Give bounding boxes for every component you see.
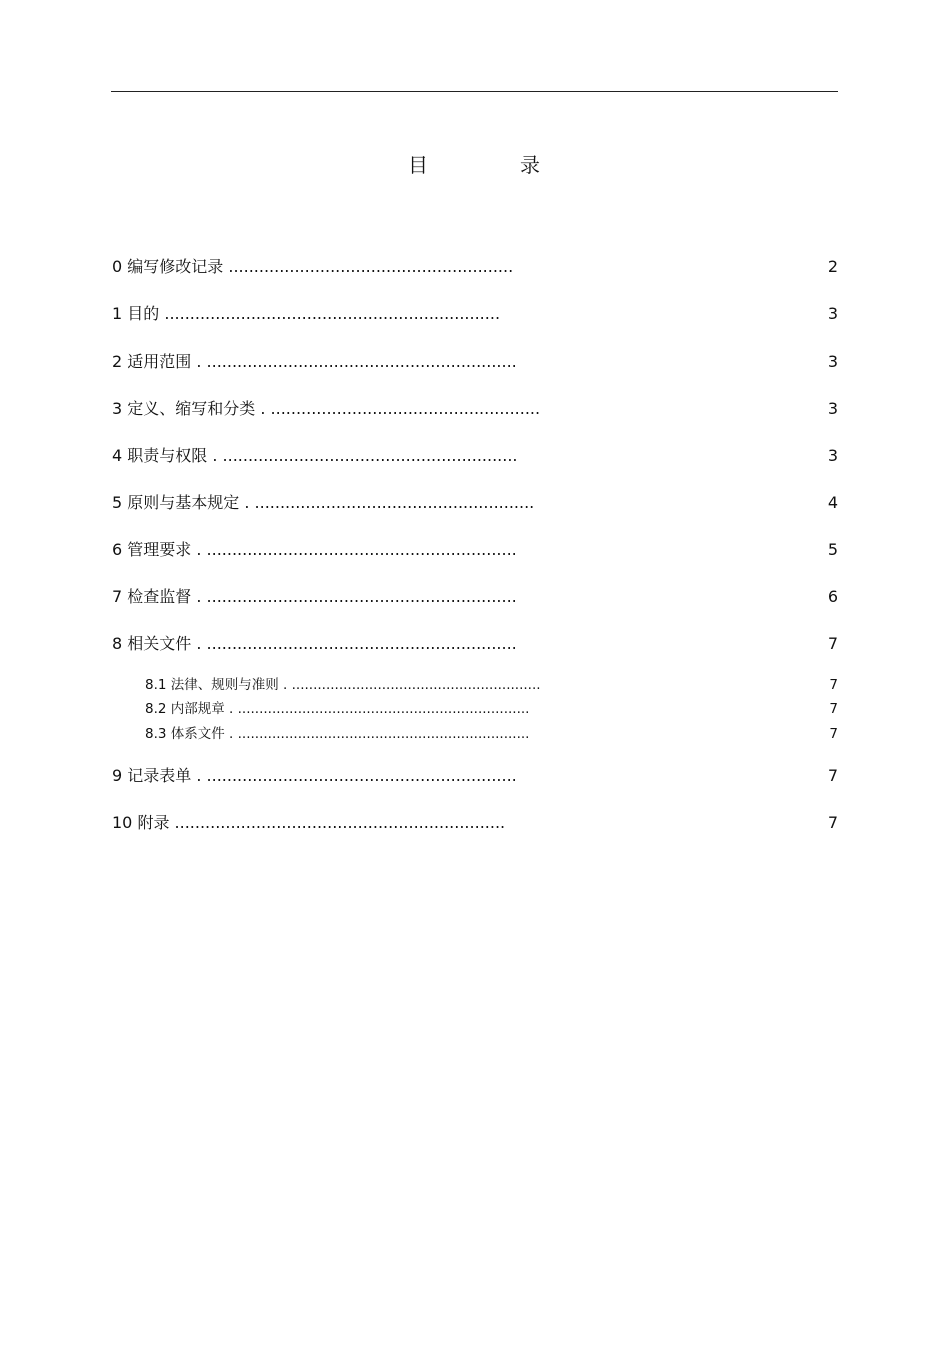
toc-entry-label: 7 检查监督 . ............................................................. — [112, 587, 517, 606]
toc-entry-page: 6 — [827, 587, 838, 606]
toc-entry-label: 6 管理要求 . ............................................................. — [112, 540, 517, 559]
toc-entry-page: 7 — [827, 766, 838, 785]
toc-entry-2[interactable] — [112, 350, 838, 374]
toc-entry-label: 8 相关文件 . ............................................................. — [112, 634, 517, 653]
toc-entry-0[interactable] — [112, 255, 838, 279]
toc-subentry-label: 8.3 体系文件 . .................................................................... — [145, 726, 530, 742]
toc-subentry-page: 7 — [829, 701, 838, 717]
toc-entry-page: 3 — [827, 446, 838, 465]
toc-entry-9[interactable] — [112, 764, 838, 788]
toc-subentry-page: 7 — [829, 677, 838, 693]
toc-entry-label: 10 附录 ................................................................. — [112, 813, 506, 832]
toc-entry-page: 3 — [827, 399, 838, 418]
toc-subentry-8-2[interactable] — [145, 699, 838, 719]
toc-entry-page: 4 — [827, 493, 838, 512]
toc-entry-8[interactable] — [112, 632, 838, 656]
toc-entry-page: 7 — [827, 634, 838, 653]
toc-entry-4[interactable] — [112, 444, 838, 468]
toc-entry-label: 3 定义、缩写和分类 . ..................................................... — [112, 399, 541, 418]
toc-subentry-page: 7 — [829, 726, 838, 742]
toc-entry-label: 2 适用范围 . ............................................................. — [112, 352, 517, 371]
toc-entry-label: 9 记录表单 . ............................................................. — [112, 766, 517, 785]
toc-entry-label: 5 原则与基本规定 . ....................................................... — [112, 493, 535, 512]
toc-entry-7[interactable] — [112, 585, 838, 609]
toc-entry-10[interactable] — [112, 811, 838, 835]
header-rule — [111, 91, 838, 92]
toc-entry-label: 0 编写修改记录 ........................................................ — [112, 257, 514, 276]
toc-entry-page: 7 — [827, 813, 838, 832]
title-char-1: 目 — [408, 153, 428, 177]
toc-entry-page: 3 — [827, 352, 838, 371]
toc-entry-3[interactable] — [112, 397, 838, 421]
toc-entry-page: 5 — [827, 540, 838, 559]
toc-entry-label: 1 目的 .................................................................. — [112, 304, 501, 323]
toc-entry-label: 4 职责与权限 . .......................................................... — [112, 446, 518, 465]
toc-entry-6[interactable] — [112, 538, 838, 562]
toc-entry-5[interactable] — [112, 491, 838, 515]
page-title — [0, 150, 950, 180]
toc-entry-page: 3 — [827, 304, 838, 323]
toc-subentry-label: 8.1 法律、规则与准则 . .......................................................... — [145, 677, 541, 693]
toc-subentry-8-1[interactable] — [145, 675, 838, 695]
toc-subentry-8-3[interactable] — [145, 724, 838, 744]
toc-entry-1[interactable] — [112, 302, 838, 326]
toc-entry-page: 2 — [827, 257, 838, 276]
title-char-2: 录 — [520, 153, 540, 177]
toc-subentry-label: 8.2 内部规章 . .................................................................... — [145, 701, 530, 717]
